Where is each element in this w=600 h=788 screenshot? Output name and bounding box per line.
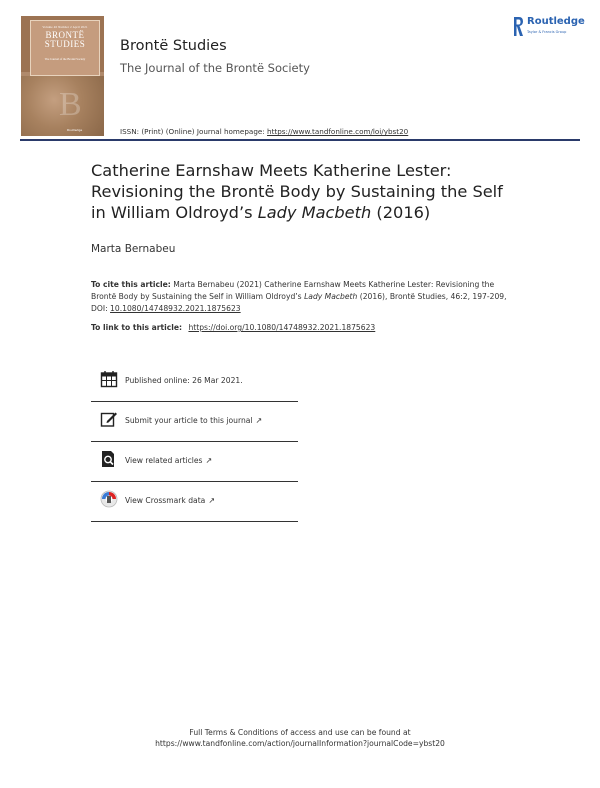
article-title-line3-post: (2016) [371,203,431,222]
search-document-icon [100,450,118,468]
cover-title [31,31,99,49]
published-online-row [91,362,298,402]
article-title-film-name: Lady Macbeth [257,203,372,222]
cover-title-line2: STUDIES [44,39,86,49]
article-actions [91,362,298,522]
calendar-icon [100,370,118,388]
article-title [91,160,511,223]
article-link-label: To link to this article: [91,323,183,332]
crossmark-link[interactable] [125,496,215,505]
journal-homepage-link[interactable]: https://www.tandfonline.com/loi/ybst20 [267,127,409,136]
submit-article-label: Submit your article to this journal [125,416,253,425]
citation-text-part2: (2016), Brontë Studies, 46:2, 197-209, DOI: [91,292,507,313]
related-articles-link[interactable] [125,456,212,465]
terms-link[interactable]: https://www.tandfonline.com/action/journalInformation?journalCode=ybst20 [155,739,445,748]
issn-line [120,127,408,136]
article-title-line2: Revisioning the Brontë Body by Sustaining the Self [91,182,503,201]
citation-label: To cite this article: [91,280,171,289]
edit-icon [100,410,118,428]
citation-text-part1: Marta Bernabeu (2021) Catherine Earnshaw Meets Katherine Lester: Revisioning the Brontë Body by Sustaining the Self in William Oldroyd’s [91,280,495,301]
terms-footer [0,727,600,749]
issn-label: ISSN: (Print) (Online) Journal homepage: [120,127,265,136]
article-link-line [91,323,375,332]
citation-block [91,279,511,315]
routledge-tagline: Taylor & Francis Group [527,30,567,34]
citation-italic: Lady Macbeth [304,292,358,301]
header-divider [20,139,580,141]
external-link-icon: ↗ [205,456,213,465]
cover-subtitle: The Journal of the Brontë Society [44,57,86,61]
related-articles-label: View related articles [125,456,203,465]
journal-cover-image [21,16,104,136]
journal-title: Brontë Studies [120,38,227,54]
citation-doi-link[interactable]: 10.1080/14748932.2021.1875623 [110,304,241,313]
terms-line1: Full Terms & Conditions of access and use can be found at [189,728,411,737]
routledge-name: Routledge [527,16,585,27]
cover-issue-text: Volume 46 Number 2 April 2021 [42,25,88,29]
external-link-icon: ↗ [208,496,216,505]
article-title-line1: Catherine Earnshaw Meets Katherine Lester: [91,161,452,180]
cover-publisher: Routledge [67,128,83,132]
published-online-label: Published online: 26 Mar 2021. [125,376,243,385]
article-doi-link[interactable]: https://doi.org/10.1080/14748932.2021.1875623 [188,323,376,332]
article-author: Marta Bernabeu [91,243,176,255]
cover-monogram: B [59,86,82,123]
journal-subtitle: The Journal of the Brontë Society [120,61,310,75]
cover-title-line1: BRONTË [45,30,85,40]
submit-article-link[interactable] [125,416,262,425]
submit-article-row[interactable] [91,402,298,442]
routledge-logo [512,16,585,40]
external-link-icon: ↗ [255,416,263,425]
related-articles-row[interactable] [91,442,298,482]
crossmark-icon [100,490,118,508]
crossmark-label: View Crossmark data [125,496,206,505]
crossmark-row[interactable] [91,482,298,522]
article-title-line3-pre: in William Oldroyd’s [91,203,258,222]
routledge-r-icon [512,16,524,38]
cover-title-frame [30,20,100,76]
